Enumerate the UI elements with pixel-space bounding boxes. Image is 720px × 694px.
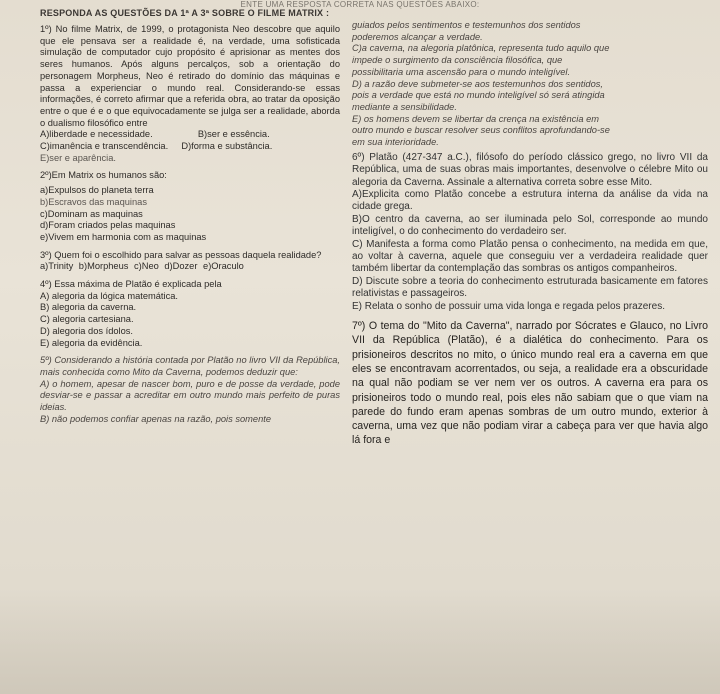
question-4-option-e[interactable]: E) alegoria da evidência.: [40, 337, 143, 348]
question-7-text: 7º) O tema do "Mito da Caverna", narrado por Sócrates e Glauco, no Livro VII da República (Platão), é a dialética do conhecimento. Para os prisioneiros descritos no mito, o único mundo real era a caverna em que eles se encontravam acorrentados, ou seja, a realidade era a obscuridade na qual não podiam se ver nem ver os outros. A caverna era para os prisioneiros todo o mundo real, pois eles não sabiam que o que viam na parede do fundo eram apenas sombras de um outro mundo, exterior à caverna, uma vez que não podiam virar a cabeça para ver que havia algo lá fora e: [352, 320, 708, 447]
continuation-line: guiados pelos sentimentos e testemunhos dos sentidos: [352, 20, 581, 30]
question-4-text: 4º) Essa máxima de Platão é explicada pela: [40, 279, 222, 290]
question-2-text: 2º)Em Matrix os humanos são:: [40, 170, 167, 181]
question-2-option-e[interactable]: e)Vivem em harmonia com as maquinas: [40, 231, 207, 242]
continuation-line[interactable]: D) a razão deve submeter-se aos testemunhos dos sentidos,: [352, 78, 603, 89]
question-5-text: 5º) Considerando a história contada por Platão no livro VII da República, mais conhecida como Mito da Caverna, podemos deduzir que:: [40, 355, 340, 377]
question-2-option-b[interactable]: b)Escravos das maquinas: [40, 196, 147, 207]
question-4-option-a[interactable]: A) alegoria da lógica matemática.: [40, 290, 178, 301]
question-1-option-a[interactable]: A)liberdade e necessidade.: [40, 129, 153, 140]
question-1-option-c[interactable]: C)imanência e transcendência.: [40, 141, 169, 152]
question-3-options[interactable]: a)Trinity b)Morpheus c)Neo d)Dozer e)Oraculo: [40, 261, 244, 272]
continuation-line[interactable]: E) os homens devem se libertar da crença na existência em: [352, 113, 600, 124]
continuation-line[interactable]: C)a caverna, na alegoria platônica, representa tudo aquilo que: [352, 43, 610, 54]
continuation-line: em sua interioridade.: [352, 137, 439, 148]
continuation-line: possibilitaria uma ascensão para o mundo inteligível.: [352, 66, 571, 77]
question-1-options-row-2: [40, 141, 340, 153]
continuation-line: impede o surgimento da consciência filosófica, que: [352, 55, 563, 66]
question-3-text: 3º) Quem foi o escolhido para salvar as pessoas daquela realidade?: [40, 249, 322, 260]
question-5-continuation: [352, 20, 708, 149]
right-column: [352, 16, 708, 448]
question-6-option-d[interactable]: D) Discute sobre a teoria do conhecimento estruturada basicamente em fatores relativistas e passageiros.: [352, 275, 708, 300]
question-1-option-e[interactable]: E)ser e aparência.: [40, 152, 116, 163]
question-1-text: 1º) No filme Matrix, de 1999, o protagonista Neo descobre que aquilo que ele pensava ser a realidade é, na verdade, uma sofisticada simulação de computador cujo propósito é aprisionar as mentes dos seres humanos. Após alguns percalços, sob a orientação do personagem Morpheus, Neo é retirado do domínio das máquinas e passa a experienciar o mundo real. Considerando-se essas informações, é correto afirmar que a referida obra, ao tratar da oposição entre o que é e o que equivocadamente se julga ser a realidade, aborda o dualismo filosófico entre: [40, 24, 340, 128]
question-4-option-d[interactable]: D) alegoria dos ídolos.: [40, 325, 134, 336]
question-5-option-b[interactable]: B) não podemos confiar apenas na razão, pois somente: [40, 413, 272, 424]
question-1-option-d[interactable]: D)forma e substância.: [181, 141, 273, 152]
question-6-text: 6º) Platão (427-347 a.C.), filósofo do período clássico grego, no livro VII da República, uma de suas obras mais importantes, desenvolve o célebre Mito ou alegoria da Caverna. Assinale a alternativa correta sobre esse Mito.: [352, 151, 708, 188]
question-6-option-a[interactable]: A)Explicita como Platão concebe a estrutura interna da análise da vida na cidade grega.: [352, 188, 708, 213]
question-1-option-b[interactable]: B)ser e essência.: [197, 129, 270, 140]
question-1-options-row-1: [40, 129, 340, 141]
continuation-line: mediante a sensibilidade.: [352, 101, 457, 112]
question-2-option-c[interactable]: c)Dominam as maquinas: [40, 208, 143, 219]
continuation-line: pois a verdade que está no mundo inteligível só será atingida: [352, 90, 605, 101]
instruction-line: RESPONDA AS QUESTÕES DA 1ª A 3ª SOBRE O FILME MATRIX :: [40, 8, 330, 18]
question-6-option-c[interactable]: C) Manifesta a forma como Platão pensa o conhecimento, na medida em que, ao voltar à caverna, aquele que conseguiu ver a verdadeira realidade quer também libertar da contemplação das sombras os antigos companheiros.: [352, 238, 708, 275]
question-4-option-c[interactable]: C) alegoria cartesiana.: [40, 314, 134, 325]
question-5-option-a[interactable]: A) o homem, apesar de nascer bom, puro e de posse da verdade, pode desviar-se e passar a acreditar em outro mundo mais perfeito de puras ideias.: [40, 378, 340, 413]
page-header: ENTE UMA RESPOSTA CORRETA NAS QUESTÕES ABAIXO:: [240, 0, 480, 9]
left-column: [40, 20, 340, 426]
continuation-line: poderemos alcançar a verdade.: [352, 31, 483, 42]
photo-shadow: [0, 590, 720, 694]
question-6-option-b[interactable]: B)O centro da caverna, ao ser iluminada pelo Sol, corresponde ao mundo inteligível, o do conhecimento do verdadeiro ser.: [352, 213, 708, 238]
question-2-option-a[interactable]: a)Expulsos do planeta terra: [40, 185, 154, 196]
question-4-option-b[interactable]: B) alegoria da caverna.: [40, 302, 137, 313]
question-2-option-d[interactable]: d)Foram criados pelas maquinas: [40, 220, 176, 231]
question-6-option-e[interactable]: E) Relata o sonho de possuir uma vida longa e regada pelos prazeres.: [352, 300, 665, 312]
continuation-line: outro mundo e buscar resolver seus conflitos aprofundando-se: [352, 125, 610, 136]
